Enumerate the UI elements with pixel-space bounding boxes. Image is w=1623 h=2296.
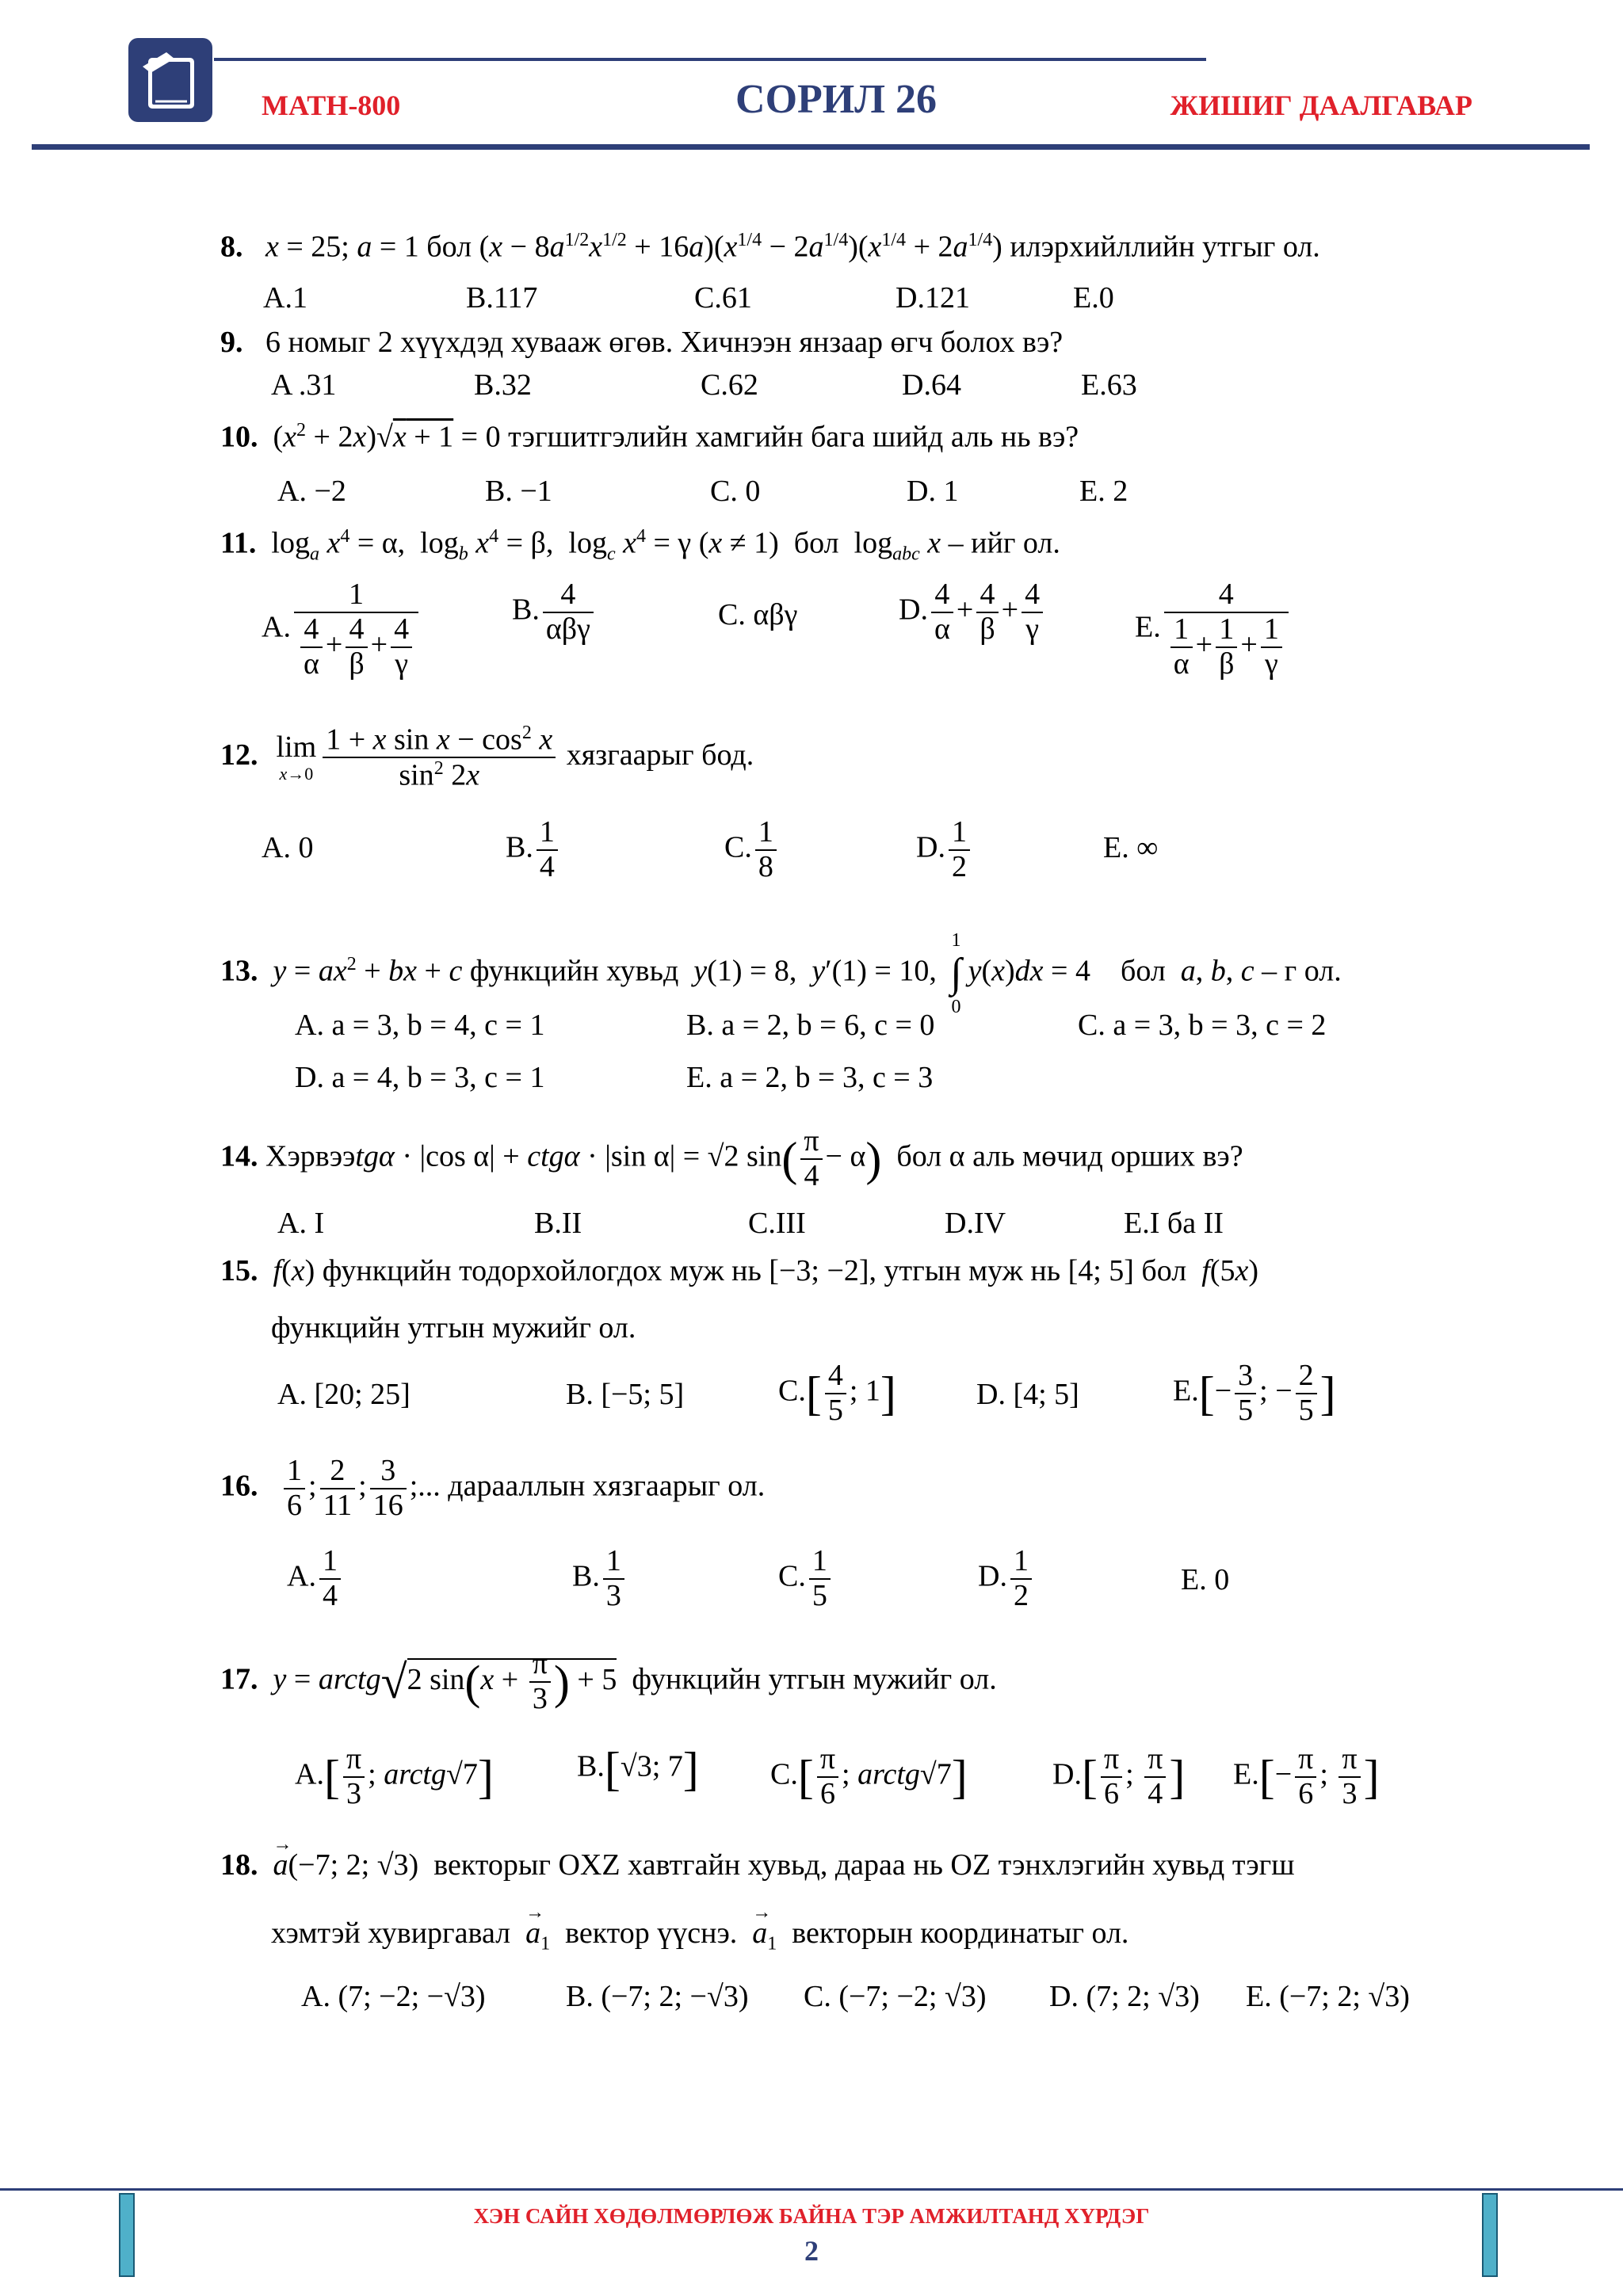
question-number: 8. — [220, 230, 243, 264]
option-15d: D. [4; 5] — [976, 1378, 1079, 1411]
option-9d: D.64 — [902, 368, 961, 402]
option-18c: C. (−7; −2; √3) — [804, 1980, 987, 2013]
question-15-line-2: функцийн утгын мужийг ол. — [271, 1311, 636, 1344]
option-14b: B.II — [534, 1207, 582, 1240]
option-13d: D. a = 4, b = 3, c = 1 — [295, 1061, 545, 1094]
option-11e: E. 4 $\frac{1}{\alpha}$ + $\frac{1}{\beta}$ + $\frac{1}{\gamma}$ — [1135, 578, 1292, 681]
question-text-2: бол — [1120, 954, 1166, 988]
page-title: СОРИЛ 26 — [735, 77, 937, 122]
option-15a: A. [20; 25] — [277, 1378, 411, 1411]
question-text: тэгшитгэлийн хамгийн бага шийд аль нь вэ? — [508, 420, 1079, 454]
option-17d: D.[ $\frac{\pi}{6}$ ; $\frac{\pi}{4}$ ] — [1052, 1742, 1186, 1810]
header-right-label: ЖИШИГ ДААЛГАВАР — [1170, 90, 1472, 121]
question-number: 14. — [220, 1139, 258, 1173]
option-9b: B.32 — [474, 368, 532, 402]
option-16c: C. $\frac{1}{5}$ — [778, 1545, 834, 1613]
question-text-start: Хэрвээ — [265, 1139, 356, 1173]
question-text-3: – г ол. — [1262, 954, 1342, 988]
question-13: 13. $y = ax^2$ + bx + c функцийн хувьд y(1) = 8, y′(1) = 10, 1 ∫ 0 y(x)dx = 4 бол a, b, c – г ол. — [220, 930, 1342, 1017]
question-14: 14. Хэрвээtgα · |cos α| + ctgα · |sin α| = √2 sin( $\frac{\pi}{4}$ − α) бол α аль мөчид орших вэ? — [220, 1124, 1243, 1192]
question-number: 18. — [220, 1848, 258, 1882]
header-left-label: MATH-800 — [262, 90, 401, 121]
question-18-line-2: хэмтэй хувиргавал $a_1$ → вектор үүснэ. $a_1$ → векторын координатыг ол. — [271, 1902, 1129, 1955]
option-10a: A. −2 — [277, 475, 346, 508]
question-8: 8. x = 25; a = 1 бол $(x - 8a^{1/2}x^{1/2} + 16a)(x^{1/4} - 2a^{1/4})(x^{1/4} + 2a^{1/4})$ илэрхийллийн утгыг ол. — [220, 230, 1320, 264]
option-12e: E. ∞ — [1103, 831, 1159, 864]
question-9 — [220, 326, 1063, 360]
option-13a: A. a = 3, b = 4, c = 1 — [295, 1009, 545, 1042]
option-18e: E. (−7; 2; √3) — [1246, 1980, 1410, 2013]
question-12: 12. lim x→0 $\frac{1 + x \sin x - \cos^2 x}{\sin^2 2x}$ хязгаарыг бод. — [220, 723, 754, 793]
question-text-1: функцийн тодорхойлогдох муж нь [−3; −2], утгын муж нь [4; 5] бол — [322, 1254, 1187, 1287]
question-number: 11. — [220, 526, 257, 560]
option-8c: C.61 — [694, 281, 752, 315]
option-11b: B. $\frac{4}{\text{αβγ}}$ — [512, 578, 597, 646]
footer-motto: ХЭН САЙН ХӨДӨЛМӨРЛӨЖ БАЙНА ТЭР АМЖИЛТАНД ХҮРДЭГ — [473, 2204, 1150, 2228]
option-13e: E. a = 2, b = 3, c = 3 — [686, 1061, 934, 1094]
option-16b: B. $\frac{1}{3}$ — [572, 1545, 628, 1613]
question-text: ;... дарааллын хязгаарыг ол. — [409, 1469, 766, 1503]
option-10e: E. 2 — [1079, 475, 1128, 508]
question-number: 10. — [220, 420, 258, 454]
question-11: 11. $\log_a x^4 = \alpha$, $\log_b x^4 = \beta$, $\log_c x^4 = \gamma$ (x ≠ 1) бол $\log_{abc} x$ – ийг ол. — [220, 526, 1060, 565]
question-10: 10. $(x^2 + 2x)√x + 1 = 0$ тэгшитгэлийн хамгийн бага шийд аль нь вэ? — [220, 420, 1079, 454]
question-text: 6 номыг 2 хүүхдэд хувааж өгөв. Хичнээн янзаар өгч болох вэ? — [265, 326, 1064, 359]
footer-rule — [0, 2188, 1623, 2191]
option-15c: C.[ $\frac{4}{5}$ ; 1] — [778, 1359, 896, 1427]
question-16: 16. $\frac{1}{6}$ ; $\frac{2}{11}$ ; $\frac{3}{16}$ ;... дарааллын хязгаарыг ол. — [220, 1454, 766, 1522]
option-14d: D.IV — [945, 1207, 1006, 1240]
option-8b: B.117 — [466, 281, 538, 315]
option-14a: A. I — [277, 1207, 325, 1240]
option-16a: A. $\frac{1}{4}$ — [287, 1545, 344, 1613]
question-number: 12. — [220, 738, 258, 772]
option-15b: B. [−5; 5] — [566, 1378, 685, 1411]
option-17e: E.[− $\frac{\pi}{6}$ ; $\frac{\pi}{3}$ ] — [1233, 1742, 1380, 1810]
question-text-1: векторыг OXZ хавтгайн хувьд, дараа нь OZ тэнхлэгийн хувьд тэгш — [433, 1848, 1295, 1882]
question-text-end: – ийг ол. — [948, 526, 1060, 560]
option-12b: B. $\frac{1}{4}$ — [506, 816, 561, 884]
option-9c: C.62 — [701, 368, 758, 402]
option-16e: E. 0 — [1181, 1563, 1230, 1596]
question-number: 9. — [220, 326, 243, 359]
question-text: хязгаарыг бод. — [566, 738, 754, 772]
option-17c: C.[ $\frac{\pi}{6}$ ; arctg√7] — [770, 1742, 968, 1810]
option-11a: A. 1 $\frac{4}{\alpha}$ + $\frac{4}{\beta}$ + $\frac{4}{\gamma}$ — [262, 578, 422, 681]
option-10b: B. −1 — [485, 475, 552, 508]
question-number: 13. — [220, 954, 258, 988]
option-14c: C.III — [748, 1207, 806, 1240]
question-number: 16. — [220, 1469, 258, 1503]
question-text-1: функцийн хувьд — [469, 954, 679, 988]
question-18: 18. a → (−7; 2; √3) векторыг OXZ хавтгайн хувьд, дараа нь OZ тэнхлэгийн хувьд тэгш — [220, 1834, 1295, 1882]
question-text: функцийн утгын мужийг ол. — [632, 1662, 997, 1696]
option-14e: E.I ба II — [1124, 1207, 1224, 1240]
option-18a: A. (7; −2; −√3) — [301, 1980, 486, 2013]
question-17: 17. y = arctg√2 sin(x + $\frac{\pi}{3}$ ) + 5 функцийн утгын мужийг ол. — [220, 1647, 997, 1715]
option-18b: B. (−7; 2; −√3) — [566, 1980, 749, 2013]
option-9a: A .31 — [271, 368, 337, 402]
option-18d: D. (7; 2; √3) — [1049, 1980, 1200, 2013]
option-11c: C. αβγ — [718, 598, 798, 631]
option-12a: A. 0 — [262, 831, 314, 864]
option-13b: B. a = 2, b = 6, c = 0 — [686, 1009, 935, 1042]
option-17b: B.[√3; 7] — [577, 1743, 699, 1795]
option-17a: A.[ $\frac{\pi}{3}$ ; arctg√7] — [295, 1742, 494, 1810]
option-13c: C. a = 3, b = 3, c = 2 — [1078, 1009, 1327, 1042]
option-11d: D. $\frac{4}{\alpha}$ + $\frac{4}{\beta}$ + $\frac{4}{\gamma}$ — [899, 578, 1046, 646]
question-15: 15. f(x) функцийн тодорхойлогдох муж нь [−3; −2], утгын муж нь [4; 5] бол f(5x) — [220, 1254, 1258, 1287]
option-8e: E.0 — [1073, 281, 1114, 315]
option-12c: C. $\frac{1}{8}$ — [724, 816, 780, 884]
question-text-end: бол α аль мөчид орших вэ? — [896, 1139, 1243, 1173]
option-8a: A.1 — [263, 281, 307, 315]
question-text: бол — [793, 526, 839, 560]
option-8d: D.121 — [896, 281, 970, 315]
question-number: 15. — [220, 1254, 258, 1287]
option-12d: D. $\frac{1}{2}$ — [916, 816, 973, 884]
option-16d: D. $\frac{1}{2}$ — [978, 1545, 1035, 1613]
option-10c: C. 0 — [710, 475, 761, 508]
option-10d: D. 1 — [907, 475, 959, 508]
option-15e: E.[− $\frac{3}{5}$ ; − $\frac{2}{5}$ ] — [1173, 1359, 1336, 1427]
page-number: 2 — [804, 2235, 819, 2267]
option-9e: E.63 — [1081, 368, 1137, 402]
question-number: 17. — [220, 1662, 258, 1696]
